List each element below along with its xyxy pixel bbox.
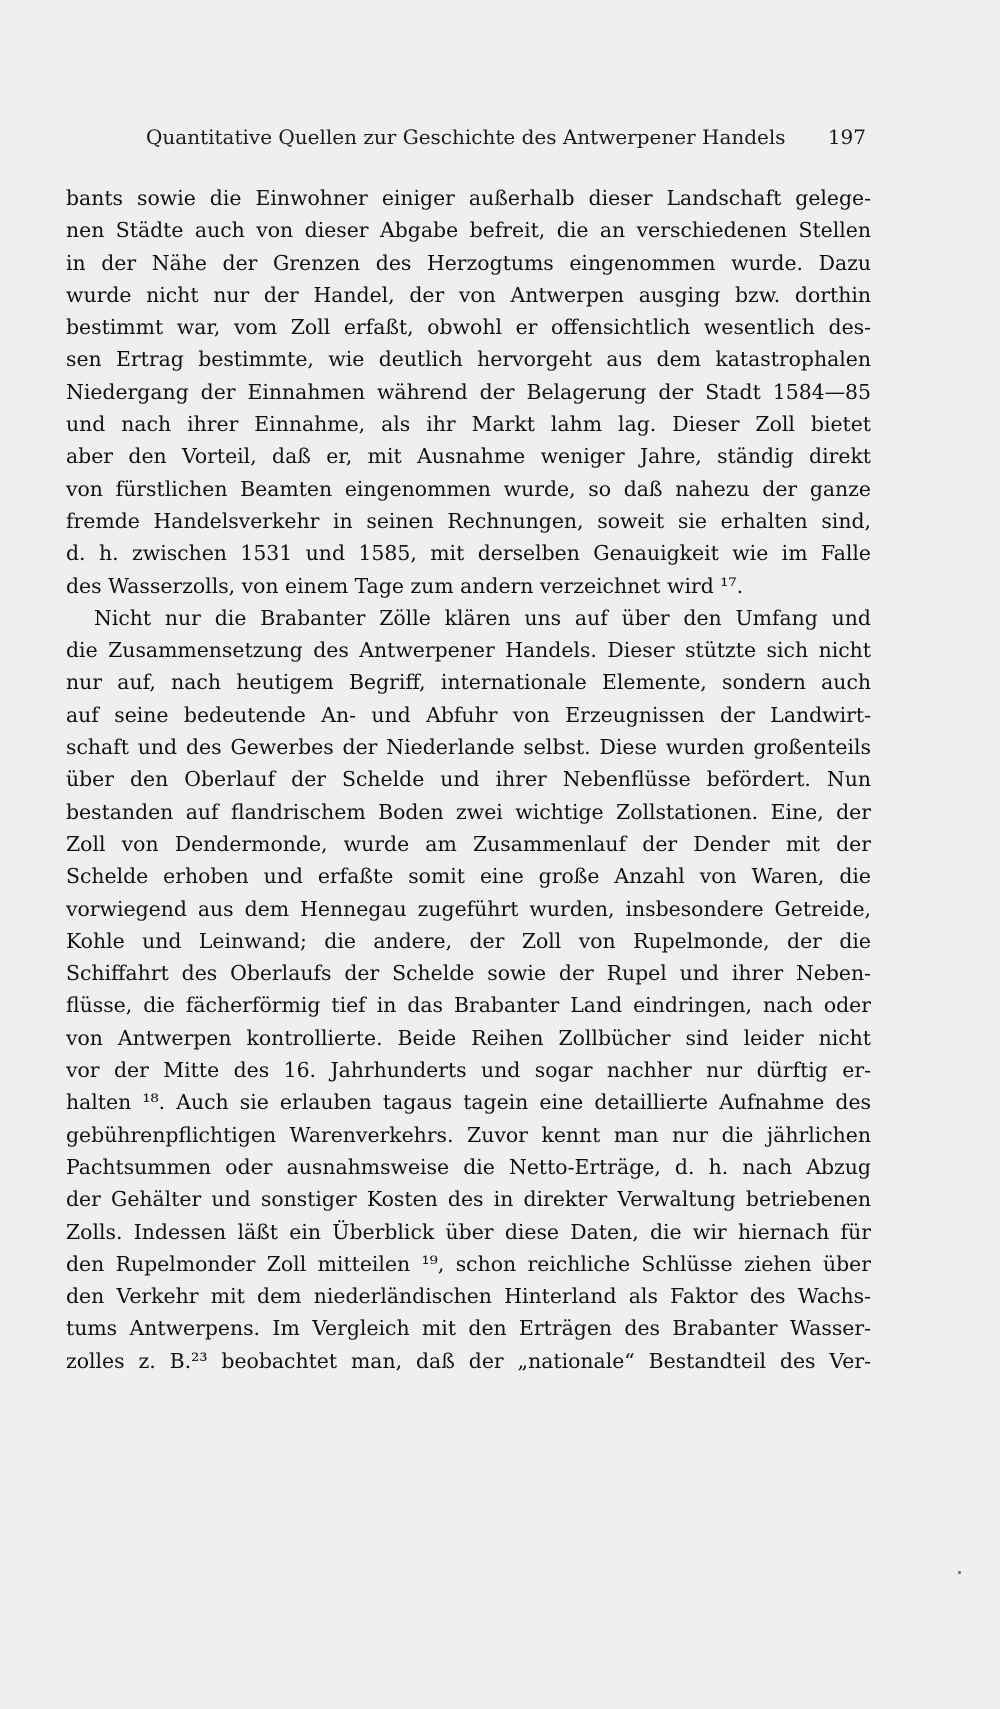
body-text [66,182,871,1377]
text-line: vorwiegend aus dem Hennegau zugeführt wurden, insbesondere Getreide, [66,896,871,921]
text-line: bants sowie die Einwohner einiger außerhalb dieser Landschaft gelege- [66,186,871,210]
text-line: auf seine bedeutende An- und Abfuhr von Erzeugnissen der Landwirt- [66,702,871,727]
text-line: Zolls. Indessen läßt ein Überblick über diese Daten, die wir hiernach für [66,1219,871,1244]
text-line: Pachtsummen oder ausnahmsweise die Netto-Erträge, d. h. nach Abzug [66,1154,871,1179]
text-line: nur auf, nach heutigem Begriff, internationale Elemente, sondern auch [66,670,871,695]
text-line: bestanden auf flandrischem Boden zwei wichtige Zollstationen. Eine, der [66,799,871,824]
text-line: sen Ertrag bestimmte, wie deutlich hervorgeht aus dem katastrophalen [66,347,871,372]
text-line: Nicht nur die Brabanter Zölle klären uns auf über den Umfang und [94,605,871,630]
text-line: flüsse, die fächerförmig tief in das Brabanter Land eindringen, nach oder [66,993,871,1018]
text-line: tums Antwerpens. Im Vergleich mit den Erträgen des Brabanter Wasser- [66,1316,871,1341]
text-line: Schiffahrt des Oberlaufs der Schelde sowie der Rupel und ihrer Neben- [66,961,871,986]
text-line: aber den Vorteil, daß er, mit Ausnahme weniger Jahre, ständig direkt [66,444,871,469]
text-line: vor der Mitte des 16. Jahrhunderts und sogar nachher nur dürftig er- [66,1058,871,1083]
text-line: zolles z. B.²³ beobachtet man, daß der „nationale“ Bestandteil des Ver- [66,1348,871,1373]
paper-speck [958,1571,961,1574]
text-line: die Zusammensetzung des Antwerpener Handels. Dieser stützte sich nicht [66,638,871,663]
text-line: den Rupelmonder Zoll mitteilen ¹⁹, schon reichliche Schlüsse ziehen über [66,1251,871,1276]
text-line: des Wasserzolls, von einem Tage zum andern verzeichnet wird ¹⁷. [66,573,744,598]
text-line: Schelde erhoben und erfaßte somit eine große Anzahl von Waren, die [66,864,871,889]
text-line: nen Städte auch von dieser Abgabe befreit, die an verschiedenen Stellen [66,218,871,243]
text-line: schaft und des Gewerbes der Niederlande selbst. Diese wurden großenteils [66,735,871,760]
page-number: 197 [827,125,866,149]
text-line: gebührenpflichtigen Warenverkehrs. Zuvor kennt man nur die jährlichen [66,1122,871,1147]
text-line: den Verkehr mit dem niederländischen Hinterland als Faktor des Wachs- [66,1284,871,1309]
running-head [146,125,866,155]
text-line: über den Oberlauf der Schelde und ihrer Nebenflüsse befördert. Nun [66,767,871,792]
text-line: Niedergang der Einnahmen während der Belagerung der Stadt 1584—85 [66,379,871,404]
text-line: Zoll von Dendermonde, wurde am Zusammenlauf der Dender mit der [66,831,871,856]
text-line: d. h. zwischen 1531 und 1585, mit derselben Genauigkeit wie im Falle [66,541,871,566]
text-line: bestimmt war, vom Zoll erfaßt, obwohl er offensichtlich wesentlich des- [66,315,871,340]
text-line: in der Nähe der Grenzen des Herzogtums eingenommen wurde. Dazu [66,250,871,275]
text-line: und nach ihrer Einnahme, als ihr Markt lahm lag. Dieser Zoll bietet [66,412,871,437]
text-line: Kohle und Leinwand; die andere, der Zoll von Rupelmonde, der die [66,928,871,953]
text-line: von fürstlichen Beamten eingenommen wurde, so daß nahezu der ganze [66,476,871,501]
text-line: von Antwerpen kontrollierte. Beide Reihen Zollbücher sind leider nicht [66,1025,871,1050]
text-line: der Gehälter und sonstiger Kosten des in direkter Verwaltung betriebenen [66,1187,871,1212]
text-line: fremde Handelsverkehr in seinen Rechnungen, soweit sie erhalten sind, [66,508,871,533]
text-line: halten ¹⁸. Auch sie erlauben tagaus tagein eine detaillierte Aufnahme des [66,1090,871,1115]
text-line: wurde nicht nur der Handel, der von Antwerpen ausging bzw. dorthin [66,282,871,307]
running-title: Quantitative Quellen zur Geschichte des Antwerpener Handels [146,125,786,149]
paragraph-2 [66,602,871,1377]
paragraph-1 [66,182,871,602]
